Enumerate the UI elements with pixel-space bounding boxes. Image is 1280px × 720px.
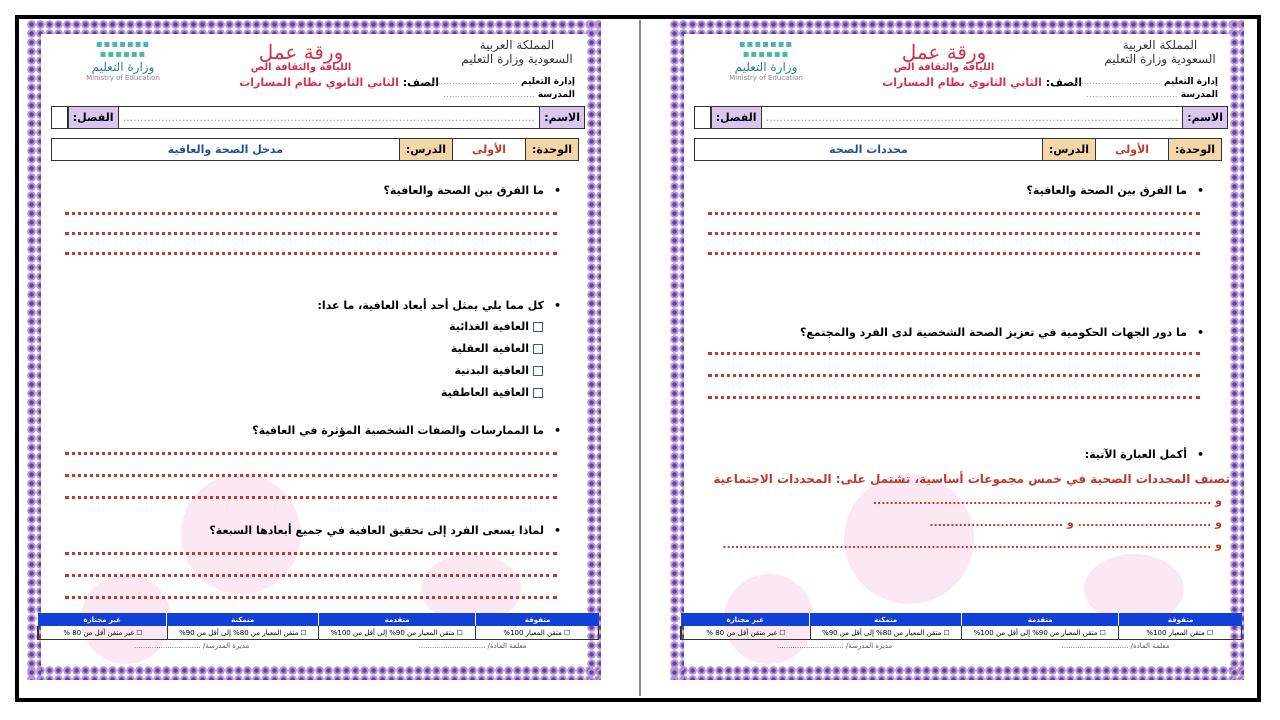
admin-info: إدارة التعليم ................................ المدرسة ................................ xyxy=(1069,77,1218,100)
answer-line[interactable] xyxy=(65,252,557,255)
principal-signature: مديرة المدرسة/ .............................. xyxy=(133,642,250,650)
checkbox-icon[interactable] xyxy=(533,366,543,376)
rubric-table xyxy=(680,613,1242,659)
worksheet-title: ورقة عمل xyxy=(258,40,344,64)
answer-line[interactable] xyxy=(65,574,557,577)
answer-line[interactable] xyxy=(65,474,557,477)
decorative-border-top xyxy=(27,20,601,34)
choice-item[interactable]: العافية البدنية xyxy=(455,364,543,377)
fill-blank-line[interactable]: و ................................ و ................................ xyxy=(929,516,1222,529)
class-field[interactable] xyxy=(695,107,711,128)
worksheet-right xyxy=(670,20,1244,680)
class-label: الفصل: xyxy=(711,107,762,128)
class-field[interactable] xyxy=(52,107,68,128)
rubric-signature-row xyxy=(680,640,1242,652)
rubric-table xyxy=(37,613,599,659)
lesson-label: الدرس: xyxy=(1042,139,1095,160)
decorative-border-bottom xyxy=(670,666,1244,680)
name-row xyxy=(51,106,585,129)
rubric-header-row: متفوقة متقدمة متمكنة غير مجتازة xyxy=(37,613,599,626)
admin-info: إدارة التعليم ................................ المدرسة ................................ xyxy=(426,77,575,100)
unit-label: الوحدة: xyxy=(1168,139,1221,160)
ministry-logo: ▪▪▪▪▪▪▪ ▪▪▪▪▪▪ وزارة التعليم Ministry of Education xyxy=(86,39,160,82)
kingdom-logo: المملكة العربية السعودية وزارة التعليم xyxy=(461,38,573,66)
answer-line[interactable] xyxy=(65,212,557,215)
decorative-border-bottom xyxy=(27,666,601,680)
name-field[interactable]: ...................................................................................................................... xyxy=(122,111,536,124)
question-1: • ما الفرق بين الصحة والعافية؟ xyxy=(384,184,561,197)
unit-value: الأولى xyxy=(452,139,525,160)
statement-text: تصنف المحددات الصحية في خمس مجموعات أساسية، تشتمل على: المحددات الاجتماعية xyxy=(713,472,1230,486)
worksheet-title: ورقة عمل xyxy=(901,40,987,64)
answer-line[interactable] xyxy=(65,232,557,235)
answer-line[interactable] xyxy=(65,496,557,499)
question-2: • كل مما يلي يمثل أحد أبعاد العافية، ما عدا: xyxy=(318,299,561,312)
checkbox-icon[interactable] xyxy=(533,344,543,354)
answer-line[interactable] xyxy=(708,212,1200,215)
decorative-border-top xyxy=(670,20,1244,34)
answer-line[interactable] xyxy=(708,352,1200,355)
answer-line[interactable] xyxy=(708,396,1200,399)
name-row xyxy=(694,106,1228,129)
name-field[interactable]: ...................................................................................................................... xyxy=(765,111,1179,124)
checkbox-icon[interactable] xyxy=(533,388,543,398)
name-label: الاسم: xyxy=(1182,107,1227,128)
worksheet-body xyxy=(41,34,587,666)
answer-line[interactable] xyxy=(708,232,1200,235)
question-2: • ما دور الجهات الحكومية في تعزيز الصحة الشخصية لدى الفرد والمجتمع؟ xyxy=(800,326,1204,339)
page-divider xyxy=(639,20,641,696)
fill-blank-line[interactable]: و ................................................................................. xyxy=(872,494,1222,507)
choice-item[interactable]: العافية العقلية xyxy=(451,342,543,355)
fill-blank-line[interactable]: و ..................................................................................................................... xyxy=(722,538,1222,551)
checkbox-icon[interactable] xyxy=(533,322,543,332)
worksheet-body xyxy=(684,34,1230,666)
worksheet-left xyxy=(27,20,601,680)
grade-line: الصف: الثاني الثانوي نظام المسارات xyxy=(239,76,439,89)
class-label: الفصل: xyxy=(68,107,119,128)
question-3: • أكمل العبارة الآتية: xyxy=(1085,448,1204,461)
subject-title: اللياقة والثقافة الص xyxy=(250,62,352,73)
unit-value: الأولى xyxy=(1095,139,1168,160)
rubric-criteria-row: ☐ متقن المعيار 100% ☐ متقن المعيار من 90% إلى أقل من 100% ☐ متقن المعيار من 80% إلى أقل من 90% ☐ غير متقن أقل من 80 % xyxy=(37,626,599,640)
ministry-logo: ▪▪▪▪▪▪▪ ▪▪▪▪▪▪ وزارة التعليم Ministry of Education xyxy=(729,39,803,82)
rubric-header-row: متفوقة متقدمة متمكنة غير مجتازة xyxy=(680,613,1242,626)
decorative-border-left xyxy=(670,20,684,680)
decorative-border-left xyxy=(27,20,41,680)
decorative-border-right xyxy=(1230,20,1244,680)
lesson-title: مدخل الصحة والعافية xyxy=(167,143,284,156)
principal-signature: مديرة المدرسة/ .............................. xyxy=(776,642,893,650)
rubric-criteria-row: ☐ متقن المعيار 100% ☐ متقن المعيار من 90% إلى أقل من 100% ☐ متقن المعيار من 80% إلى أقل من 90% ☐ غير متقن أقل من 80 % xyxy=(680,626,1242,640)
answer-line[interactable] xyxy=(708,374,1200,377)
unit-label: الوحدة: xyxy=(525,139,578,160)
name-label: الاسم: xyxy=(539,107,584,128)
choice-item[interactable]: العافية العاطفية xyxy=(441,386,543,399)
grade-line: الصف: الثاني الثانوي نظام المسارات xyxy=(882,76,1082,89)
teacher-signature: معلمة المادة/ .............................. xyxy=(1061,642,1170,650)
rubric-signature-row xyxy=(37,640,599,652)
answer-line[interactable] xyxy=(708,252,1200,255)
question-1: • ما الفرق بين الصحة والعافية؟ xyxy=(1027,184,1204,197)
teacher-signature: معلمة المادة/ .............................. xyxy=(418,642,527,650)
kingdom-logo: المملكة العربية السعودية وزارة التعليم xyxy=(1104,38,1216,66)
subject-title: اللياقة والثقافة الص xyxy=(893,62,995,73)
answer-line[interactable] xyxy=(65,452,557,455)
lesson-label: الدرس: xyxy=(399,139,452,160)
choice-item[interactable]: العافية الغذائية xyxy=(449,320,543,333)
decorative-border-right xyxy=(587,20,601,680)
unit-row xyxy=(694,138,1222,161)
answer-line[interactable] xyxy=(65,552,557,555)
unit-row xyxy=(51,138,579,161)
lesson-title: محددات الصحة xyxy=(829,143,908,156)
question-4: • لماذا يسعى الفرد إلى تحقيق العافية في جميع أبعادها السبعة؟ xyxy=(209,524,561,537)
question-3: • ما الممارسات والصفات الشخصية المؤثرة في العافية؟ xyxy=(252,424,561,437)
answer-line[interactable] xyxy=(65,596,557,599)
